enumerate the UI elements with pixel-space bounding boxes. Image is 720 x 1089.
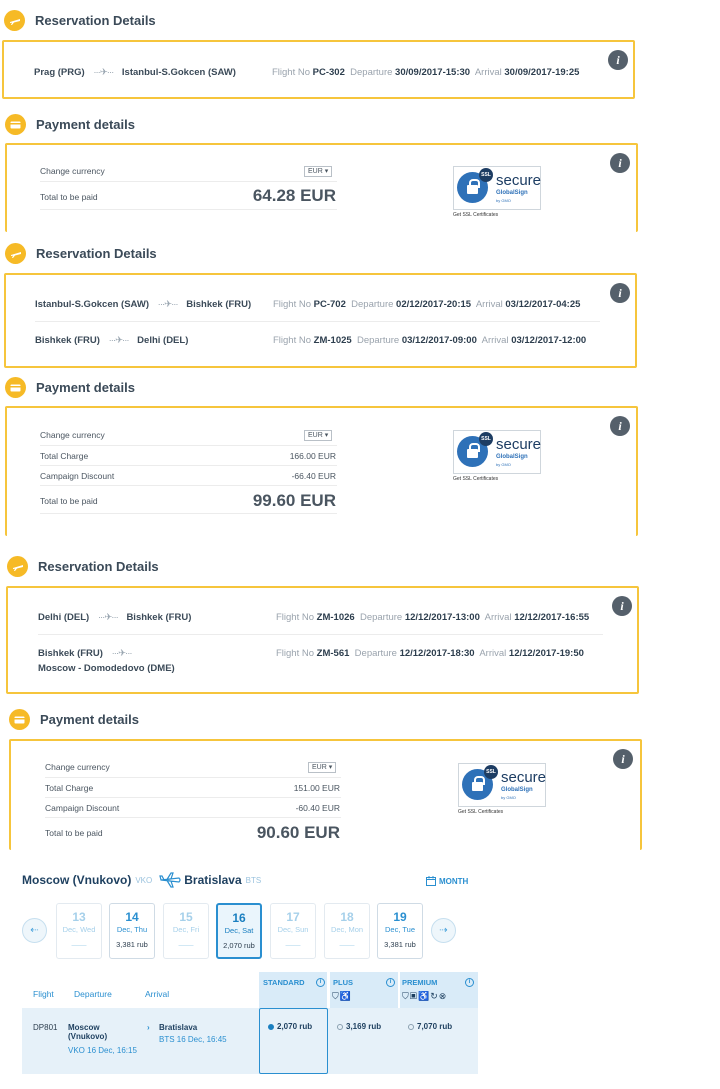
info-icon[interactable]: i [610, 416, 630, 436]
arrival-info-cell: BTS 16 Dec, 16:45 [159, 1035, 227, 1044]
chevron-right-icon: › [147, 1023, 150, 1032]
payment-box [5, 406, 638, 536]
reservation-title: Reservation Details [38, 559, 159, 574]
plane-icon [159, 872, 181, 888]
credit-card-icon [5, 114, 26, 135]
flight-from: Prag (PRG) [34, 67, 85, 78]
radio-selected-icon [268, 1024, 274, 1030]
change-currency-label: Change currency [45, 762, 110, 772]
fare-plus-label: PLUS [333, 978, 354, 987]
total-charge-label: Total Charge [40, 451, 89, 461]
departure-time: 12/12/2017-13:00 [404, 612, 480, 623]
fare-premium-option[interactable]: 7,070 rub [408, 1022, 452, 1031]
credit-card-icon [9, 709, 30, 730]
plane-icon [4, 10, 25, 31]
reservation-title: Reservation Details [36, 246, 157, 261]
day-cell[interactable]: 17 Dec, Sun —— [270, 903, 316, 959]
payment-box [5, 143, 638, 232]
flight-number: PC-702 [313, 299, 346, 310]
arrival-time: 30/09/2017-19:25 [504, 67, 580, 78]
flight-number: ZM-1026 [316, 612, 355, 623]
reservation-title: Reservation Details [35, 13, 156, 28]
day-cell[interactable]: 15 Dec, Fri —— [163, 903, 209, 959]
divider [45, 777, 341, 778]
info-icon[interactable]: i [610, 283, 630, 303]
column-departure: Departure [74, 989, 112, 999]
fare-plus-icons [332, 991, 352, 1002]
change-currency-label: Change currency [40, 430, 105, 440]
flight-row [35, 335, 188, 346]
total-amount: 64.28 EUR [252, 186, 336, 205]
reservation-box [4, 273, 637, 368]
divider [45, 817, 341, 818]
info-icon[interactable]: i [613, 749, 633, 769]
exchange-icon: ↻ [430, 991, 439, 1001]
origin-city: Moscow (Vnukovo) [22, 873, 132, 887]
day-cell[interactable]: 19 Dec, Tue 3,381 rub [377, 903, 423, 959]
divider [45, 797, 341, 798]
campaign-discount-label: Campaign Discount [40, 471, 115, 481]
payment-box [9, 739, 642, 850]
flight-meta: Flight No PC-702 Departure 02/12/2017-20:15 Arrival 03/12/2017-04:25 [273, 299, 581, 310]
credit-card-icon [5, 377, 26, 398]
plane-icon [7, 556, 28, 577]
flight-to: Bishkek (FRU) [126, 612, 192, 623]
flight-number: PC-302 [312, 67, 345, 78]
ssl-seal[interactable]: SSL secure GlobalSign by GMO Get SSL Certificates [453, 430, 543, 482]
total-amount: 90.60 EUR [256, 823, 340, 842]
reservation-section-title [4, 10, 156, 31]
fare-premium-icons [402, 991, 447, 1002]
fare-plus-option[interactable]: 3,169 rub [337, 1022, 381, 1031]
currency-select[interactable]: EUR ▾ [304, 430, 332, 441]
currency-select[interactable]: EUR ▾ [308, 762, 336, 773]
campaign-discount-label: Campaign Discount [45, 803, 120, 813]
flight-row [35, 299, 251, 310]
flight-meta: Flight No ZM-1026 Departure 12/12/2017-13:00 Arrival 12/12/2017-16:55 [276, 612, 590, 623]
total-amount: 99.60 EUR [252, 491, 336, 510]
payment-title: Payment details [36, 117, 135, 132]
baggage-icon: ⛉ [402, 991, 410, 1001]
divider [40, 485, 337, 486]
route-header [22, 872, 265, 888]
seat-icon: ♿ [417, 991, 431, 1001]
divider [38, 634, 603, 635]
total-label: Total to be paid [40, 496, 98, 506]
info-icon[interactable]: i [612, 596, 632, 616]
total-charge-value: 166.00 EUR [289, 451, 336, 461]
flight-meta: Flight No ZM-1025 Departure 03/12/2017-09:00 Arrival 03/12/2017-12:00 [273, 335, 587, 346]
next-days-button[interactable]: ⇢ [431, 918, 456, 943]
reservation-section-title [5, 243, 157, 264]
divider [40, 445, 337, 446]
payment-title: Payment details [40, 712, 139, 727]
info-icon[interactable]: i [386, 978, 395, 987]
departure-time: 03/12/2017-09:00 [401, 335, 477, 346]
radio-icon [408, 1024, 414, 1030]
flight-arrow-icon: ···✈··· [111, 648, 132, 659]
arrival-time: 12/12/2017-19:50 [508, 648, 584, 659]
info-icon[interactable]: i [316, 978, 325, 987]
day-cell[interactable]: 14 Dec, Thu 3,381 rub [109, 903, 155, 959]
departure-time: 12/12/2017-18:30 [399, 648, 475, 659]
reservation-box [2, 40, 635, 99]
ssl-seal[interactable]: SSL secure GlobalSign by GMO Get SSL Certificates [458, 763, 548, 815]
campaign-discount-value: -60.40 EUR [295, 803, 340, 813]
divider [40, 209, 337, 210]
arrival-time: 03/12/2017-04:25 [505, 299, 581, 310]
divider [40, 465, 337, 466]
fare-standard-option[interactable]: 2,070 rub [268, 1022, 312, 1031]
fare-premium-label: PREMIUM [402, 978, 438, 987]
flight-row [38, 648, 138, 659]
flight-meta: Flight No ZM-561 Departure 12/12/2017-18:30 Arrival 12/12/2017-19:50 [276, 648, 584, 659]
flight-from: Delhi (DEL) [38, 612, 90, 623]
accessibility-icon: ♿ [339, 991, 352, 1001]
radio-icon [337, 1024, 343, 1030]
flight-row [38, 612, 191, 623]
payment-title: Payment details [36, 380, 135, 395]
flight-meta: Flight No PC-302 Departure 30/09/2017-15:30 Arrival 30/09/2017-19:25 [272, 67, 580, 78]
flight-from: Istanbul-S.Gokcen (SAW) [35, 299, 150, 310]
departure-time: 30/09/2017-15:30 [395, 67, 471, 78]
origin-code: VKO [135, 875, 153, 885]
flight-arrow-icon: ···✈··· [97, 612, 118, 623]
total-charge-label: Total Charge [45, 783, 94, 793]
departure-info-cell: VKO 16 Dec, 16:15 [68, 1046, 137, 1055]
destination-city: Bratislava [184, 873, 242, 887]
column-flight: Flight [33, 989, 54, 999]
cancel-icon: ⊗ [438, 991, 448, 1001]
luggage-icon: ▣ [409, 991, 418, 1001]
fare-standard-label: STANDARD [263, 978, 305, 987]
destination-code: BTS [245, 875, 262, 885]
change-currency-label: Change currency [40, 166, 105, 176]
flight-row [34, 67, 236, 78]
arrival-time: 12/12/2017-16:55 [514, 612, 590, 623]
ssl-seal[interactable]: SSL secure GlobalSign by GMO Get SSL Certificates [453, 166, 543, 218]
divider [40, 181, 337, 182]
day-cell[interactable]: 13 Dec, Wed —— [56, 903, 102, 959]
flight-arrow-icon: ···✈··· [108, 335, 129, 346]
prev-days-button[interactable]: ⇠ [22, 918, 47, 943]
day-cell[interactable]: 18 Dec, Mon —— [324, 903, 370, 959]
payment-section-title [5, 377, 135, 398]
payment-section-title [5, 114, 135, 135]
table-row[interactable] [22, 1008, 478, 1074]
arrival-time: 03/12/2017-12:00 [511, 335, 587, 346]
flight-to: Moscow - Domodedovo (DME) [38, 663, 175, 674]
baggage-icon: ⛉ [332, 991, 340, 1001]
flight-from: Bishkek (FRU) [35, 335, 100, 346]
arrival-city-cell: Bratislava [159, 1023, 198, 1032]
info-icon[interactable]: i [465, 978, 474, 987]
payment-section-title [9, 709, 139, 730]
flight-row-destination [38, 663, 175, 674]
campaign-discount-value: -66.40 EUR [291, 471, 336, 481]
info-icon[interactable]: i [608, 50, 628, 70]
reservation-box [6, 586, 639, 694]
day-cell-selected[interactable]: 16 Dec, Sat 2,070 rub [216, 903, 262, 959]
info-icon[interactable]: i [610, 153, 630, 173]
selected-fare-outline [259, 1008, 328, 1074]
divider [35, 321, 600, 322]
flight-to: Bishkek (FRU) [186, 299, 252, 310]
divider [40, 513, 337, 514]
flight-arrow-icon: ···✈··· [93, 67, 114, 78]
plane-icon [5, 243, 26, 264]
flight-from: Bishkek (FRU) [38, 648, 103, 659]
column-arrival: Arrival [145, 989, 170, 999]
flight-number: ZM-1025 [313, 335, 352, 346]
calendar-icon [426, 876, 436, 886]
flight-arrow-icon: ···✈··· [157, 299, 178, 310]
flight-to: Delhi (DEL) [137, 335, 189, 346]
flight-number: ZM-561 [316, 648, 350, 659]
departure-city-cell: Moscow (Vnukovo) [68, 1023, 108, 1041]
flight-to: Istanbul-S.Gokcen (SAW) [121, 67, 236, 78]
total-label: Total to be paid [45, 828, 103, 838]
total-charge-value: 151.00 EUR [293, 783, 340, 793]
currency-select[interactable]: EUR ▾ [304, 166, 332, 177]
reservation-section-title [7, 556, 159, 577]
month-view-button[interactable]: MONTH [426, 876, 468, 886]
departure-time: 02/12/2017-20:15 [396, 299, 472, 310]
total-label: Total to be paid [40, 192, 98, 202]
flight-number-cell: DP801 [33, 1023, 58, 1032]
